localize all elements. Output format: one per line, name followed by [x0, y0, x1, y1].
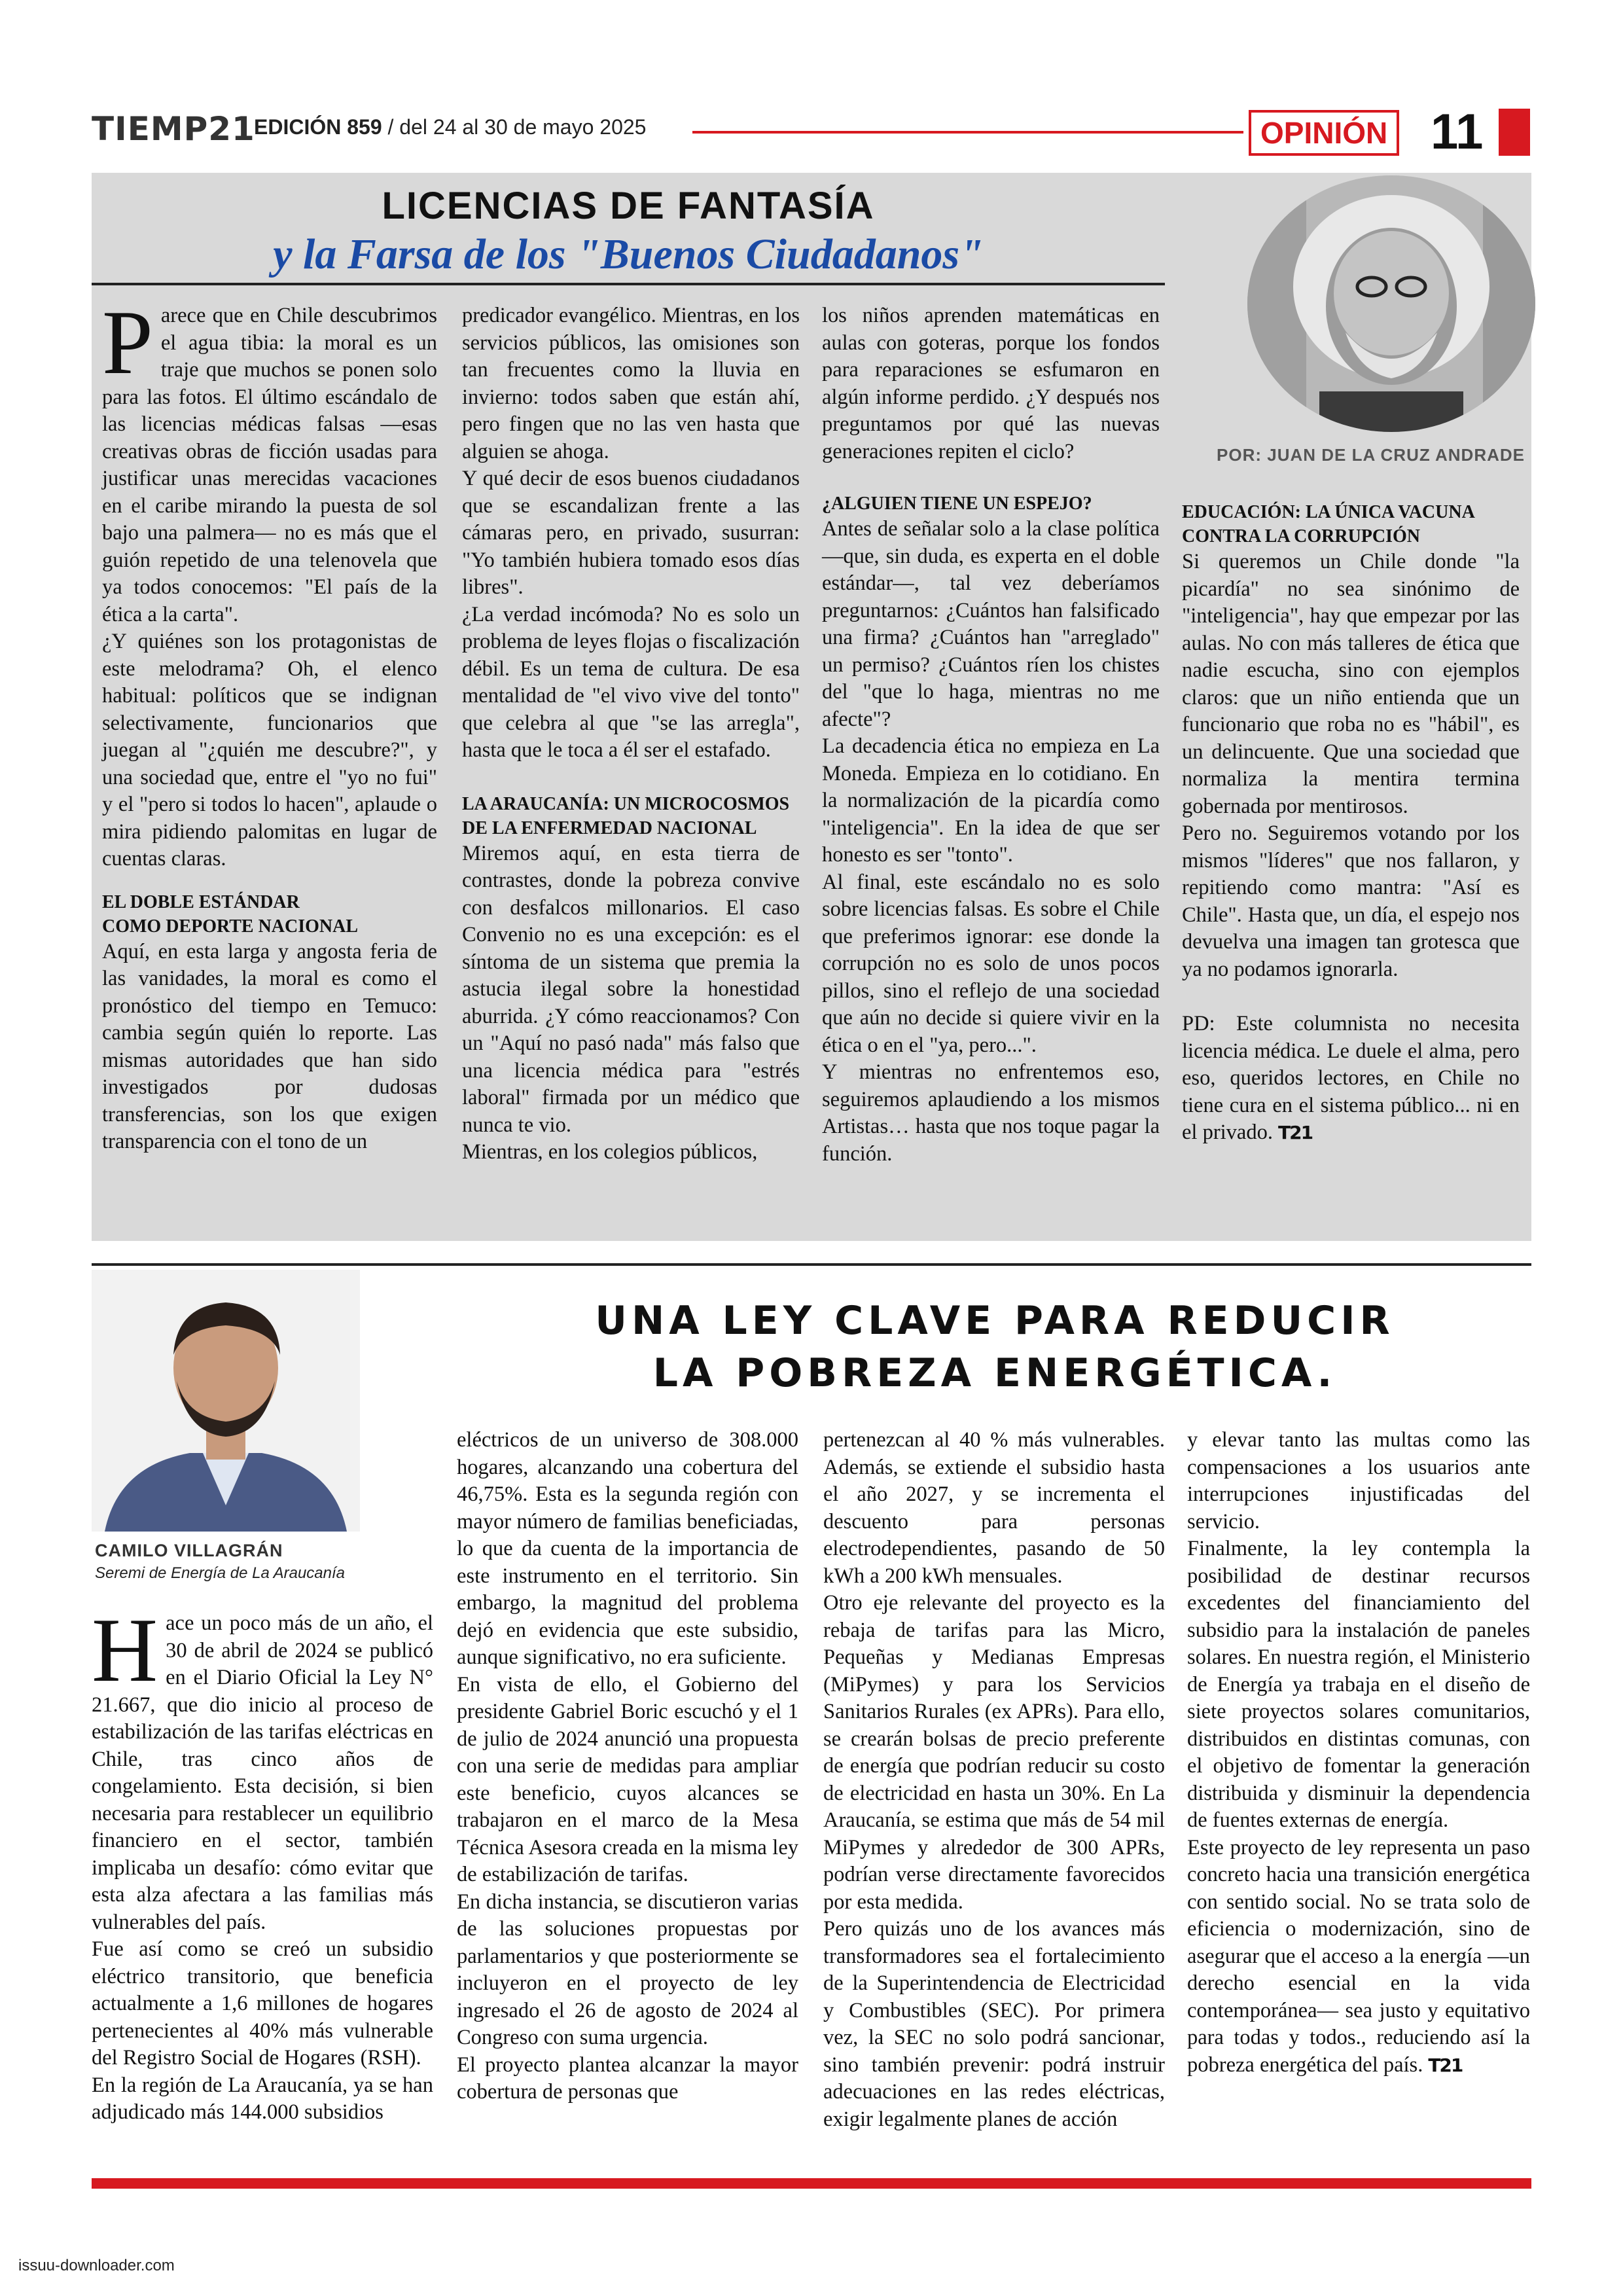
- article-paragraph: eléctricos de un universo de 308.000 hogares, alcanzando una cobertura del 46,75%. Esta es la segunda región con mayor número de familias beneficiadas, lo que da cuenta de la importancia de este instrumento en el territorio. Sin embargo, la magnitud del problema dejó en evidencia que este subsidio, aunque significativo, no era suficiente.: [457, 1428, 798, 1669]
- article-paragraph: [102, 292, 437, 628]
- paragraph-text: arece que en Chile descubrimos el agua tibia: la moral es un traje que muchos se ponen solo para las fotos. El último escándalo de las licencias médicas falsas —esas creativas obras de ficción usadas para justificar unas merecidas vacaciones en el caribe mirando la puesta de sol bajo una palmera— no es más que el guión repetido de una telenovela que ya todos conocemos: "El país de la ética a la carta".: [102, 304, 437, 626]
- opinion-title: LICENCIAS DE FANTASÍA: [382, 185, 875, 227]
- paragraph-text: ace un poco más de un año, el 30 de abril de 2024 se publicó en el Diario Oficial la Ley N° 21.667, que dio inicio al proceso de estabilización de las tarifas eléctricas en Chile, tras cinco años de congelamiento. Esta decisión, si bien necesaria para restablecer un equilibrio financiero en el sector, también implicaba un desafío: cómo evitar que esta alza afectara a las familias más vulnerables del país.: [92, 1611, 433, 1934]
- author-role: Seremi de Energía de La Araucanía: [95, 1564, 346, 1582]
- watermark-text: issuu-downloader.com: [18, 2257, 175, 2274]
- article-paragraph: predicador evangélico. Mientras, en los servicios públicos, las omisiones son tan frecuentes como la lluvia en invierno: todos saben que están ahí, pero fingen que no las ven hasta que alguien se ahoga.: [462, 304, 800, 463]
- article-paragraph: pertenezcan al 40 % más vulnerables. Además, se extiende el subsidio hasta el año 2027, y se incrementa el descuento para personas electrodependientes, pasando de 50 kWh a 200 kWh mensuales.: [823, 1428, 1165, 1588]
- article2-column-1: [92, 1600, 433, 2126]
- article-paragraph: Finalmente, la ley contempla la posibilidad de destinar recursos excedentes del financiamiento del subsidio para la instalación de paneles solares. En nuestra región, el Ministerio de Energía ya trabaja en el diseño de siete proyectos solares comunitarios, distribuidos en distintas comunas, con el objetivo de fomentar la generación distribuida y disminuir la dependencia de fuentes externas de energía.: [1187, 1537, 1530, 1832]
- article2-headline: [458, 1295, 1531, 1399]
- subheading: [102, 890, 437, 939]
- article2-column-4: [1187, 1427, 1530, 2079]
- article-paragraph: Fue así como se creó un subsidio eléctrico transitorio, que beneficia actualmente a 1,6 millones de hogares pertenecientes al 40% más vulnerable del Registro Social de Hogares (RSH).: [92, 1937, 433, 2070]
- opinion-column-3: [822, 302, 1160, 1168]
- article-paragraph: Y qué decir de esos buenos ciudadanos que se escandalizan frente a las cámaras pero, en privado, susurran: "Yo también hubiera tomado esos días libres".: [462, 467, 800, 599]
- article-paragraph: [1187, 1835, 1530, 2079]
- author-photo: [92, 1270, 360, 1532]
- section-label: OPINIÓN: [1249, 110, 1399, 156]
- opinion-column-4: [1182, 500, 1520, 1147]
- article2-column-2: [457, 1427, 798, 2106]
- edition-label: EDICIÓN 859: [254, 115, 382, 139]
- headline-line-1: UNA LEY CLAVE PARA REDUCIR: [595, 1298, 1395, 1344]
- article-separator: [92, 1263, 1531, 1266]
- edition-dates: / del 24 al 30 de mayo 2025: [387, 115, 647, 139]
- subheading-line: LA ARAUCANÍA: UN MICROCOSMOS: [462, 793, 790, 814]
- article-paragraph: Al final, este escándalo no es solo sobre licencias falsas. Es sobre el Chile que preferimos ignorar: ese donde la corrupción no es solo de unos pocos pillos, sino el reflejo de una sociedad que aún no decide si quiere vivir en la ética o en el "ya, pero...".: [822, 870, 1160, 1057]
- newspaper-logo: TIEMP21: [92, 110, 255, 148]
- opinion-column-1: [102, 292, 437, 1156]
- article-paragraph: [1182, 1011, 1520, 1147]
- drop-cap: P: [102, 292, 153, 393]
- article-paragraph: En la región de La Araucanía, ya se han adjudicado más 144.000 subsidios: [92, 2073, 433, 2124]
- subheading-line: EL DOBLE ESTÁNDAR: [102, 891, 300, 912]
- paragraph-text: PD: Este columnista no necesita licencia médica. Le duele el alma, pero eso, queridos lectores, en Chile no tiene cura en el sistema público... ni en el privado.: [1182, 1012, 1520, 1144]
- header-rule: [692, 131, 1243, 134]
- drop-cap: H: [92, 1600, 158, 1701]
- columnist-photo: [1247, 175, 1535, 432]
- subheading-line: EDUCACIÓN: LA ÚNICA VACUNA: [1182, 502, 1475, 522]
- article-paragraph: ¿Y quiénes son los protagonistas de este melodrama? Oh, el elenco habitual: políticos que se indignan selectivamente, funcionarios que juegan al "¿quién me descubre?", y una sociedad que, entre el "yo no fui" y el "pero si todos lo hacen", aplaude o mira pidiendo palomitas en lugar de cuentas claras.: [102, 630, 437, 870]
- article-paragraph: Antes de señalar solo a la clase política —que, sin duda, es experta en el doble estándar—, tal vez deberíamos preguntarnos: ¿Cuántos han falsificado una firma? ¿Cuántos han "arreglado" un permiso? ¿Cuántos ríen los chistes del "que lo haga, mientras no me afecte"?: [822, 517, 1160, 731]
- article2-column-3: [823, 1427, 1165, 2133]
- article-paragraph: En vista de ello, el Gobierno del presidente Gabriel Boric escuchó y el 1 de julio de 2024 anunció una propuesta con una serie de medidas para ampliar este beneficio, cuyos alcances se trabajaron en el marco de la Mesa Técnica Asesora creada en la misma ley de estabilización de tarifas.: [457, 1672, 798, 1886]
- article-paragraph: El proyecto plantea alcanzar la mayor cobertura de personas que: [457, 2053, 798, 2104]
- page-accent-bar: [1499, 109, 1530, 156]
- subheading-line: CONTRA LA CORRUPCIÓN: [1182, 526, 1421, 547]
- article-paragraph: y elevar tanto las multas como las compensaciones a los usuarios ante interrupciones injustificadas del servicio.: [1187, 1428, 1530, 1534]
- article-paragraph: Miremos aquí, en esta tierra de contrastes, donde la pobreza convive con desfalcos millonarios. El caso Convenio no es una excepción: es el síntoma de un sistema que premia la astucia ilegal sobre la honestidad aburrida. ¿Y cómo reaccionamos? Con un "Aquí no pasó nada" más falso que una licencia médica para "estrés laboral" firmada por un médico que nunca te vio.: [462, 841, 800, 1137]
- article-paragraph: los niños aprenden matemáticas en aulas con goteras, porque los fondos para reparaciones se esfumaron en algún informe perdido. ¿Y después nos preguntamos por qué las nuevas generaciones repiten el ciclo?: [822, 304, 1160, 463]
- article-paragraph: Y mientras no enfrentemos eso, seguiremos aplaudiendo a los mismos Artistas… hasta que nos toque pagar la función.: [822, 1060, 1160, 1166]
- article-paragraph: La decadencia ética no empieza en La Moneda. Empieza en lo cotidiano. En la normalización de la picardía como "inteligencia". En la idea de que ser honesto es ser "tonto".: [822, 734, 1160, 867]
- paragraph-text: Este proyecto de ley representa un paso concreto hacia una transición energética con sentido social. No se trata solo de eficiencia o modernización, sino de asegurar que el acceso a la energía —un derecho esencial en la vida contemporánea— sea justo y equitativo para todas y todos., reduciendo así la pobreza energética del país.: [1187, 1835, 1530, 2077]
- author-name: CAMILO VILLAGRÁN: [95, 1541, 283, 1560]
- subheading: [1182, 500, 1520, 548]
- opinion-subtitle: y la Farsa de los "Buenos Ciudadanos": [273, 230, 984, 278]
- article-paragraph: Mientras, en los colegios públicos,: [462, 1140, 758, 1164]
- article-paragraph: Otro eje relevante del proyecto es la rebaja de tarifas para las Micro, Pequeñas y Medianas Empresas (MiPymes) y para los Servicios Sanitarios Rurales (ex APRs). Para ello, se crearán bolsas de precio preferente de energía que podrían reducir su costo de electricidad en hasta un 30%. En La Araucanía, se estima que más de 54 mil MiPymes y alrededor de 300 APRs, podrían verse directamente favorecidos por esta medida.: [823, 1591, 1165, 1914]
- article-paragraph: ¿La verdad incómoda? No es solo un problema de leyes flojas o fiscalización débil. Es un tema de cultura. De esa mentalidad de "el vivo vive del tonto" que celebra al que "se las arregla", hasta que le toca a él ser el estafado.: [462, 602, 800, 762]
- end-mark-logo: T21: [1428, 2054, 1463, 2076]
- edition-info: [254, 115, 646, 139]
- subheading-line: COMO DEPORTE NACIONAL: [102, 916, 359, 937]
- opinion-column-2: [462, 302, 800, 1166]
- article-paragraph: [92, 1600, 433, 1936]
- article-paragraph: Aquí, en esta larga y angosta feria de las vanidades, la moral es como el pronóstico del tiempo en Temuco: cambia según quién lo reporte. Las mismas autoridades que han sido investigados por dudosas transferencias, son los que exigen transparencia con el tono de un: [102, 939, 437, 1153]
- opinion-headline: [92, 183, 1165, 280]
- footer-rule: [92, 2178, 1531, 2189]
- headline-line-2: LA POBREZA ENERGÉTICA.: [652, 1350, 1337, 1396]
- article-paragraph: Pero quizás uno de los avances más transformadores sea el fortalecimiento de la Superintendencia de Electricidad y Combustibles (SEC). Por primera vez, la SEC no solo podrá sancionar, sino también prevenir: podrá instruir adecuaciones en las redes eléctricas, exigir legalmente planes de acción: [823, 1917, 1165, 2131]
- end-mark-logo: T21: [1277, 1122, 1313, 1143]
- article-paragraph: Pero no. Seguiremos votando por los mismos "líderes" que nos fallaron, y repitiendo como mantra: "Así es Chile". Hasta que, un día, el espejo nos devuelva una imagen tan grotesca que ya no podamos ignorarla.: [1182, 821, 1520, 981]
- article-paragraph: En dicha instancia, se discutieron varias de las soluciones propuestas por parlamentarios y que posteriormente se incluyeron en el proyecto de ley ingresado el 26 de agosto de 2024 al Congreso con suma urgencia.: [457, 1890, 798, 2049]
- page-number: 11: [1431, 104, 1484, 160]
- columnist-byline: POR: JUAN DE LA CRUZ ANDRADE: [1217, 445, 1525, 465]
- subheading: ¿ALGUIEN TIENE UN ESPEJO?: [822, 493, 1092, 514]
- headline-rule: [92, 283, 1165, 285]
- subheading: [462, 792, 800, 840]
- article-paragraph: Si queremos un Chile donde "la picardía" no sea sinónimo de "inteligencia", hay que empezar por las aulas. No con más talleres de ética que nadie escucha, sino con ejemplos claros: que un niño entienda que un funcionario que roba no es "hábil", es un delincuente. Que una sociedad que normaliza la mentira termina gobernada por mentirosos.: [1182, 550, 1520, 818]
- subheading-line: DE LA ENFERMEDAD NACIONAL: [462, 817, 757, 838]
